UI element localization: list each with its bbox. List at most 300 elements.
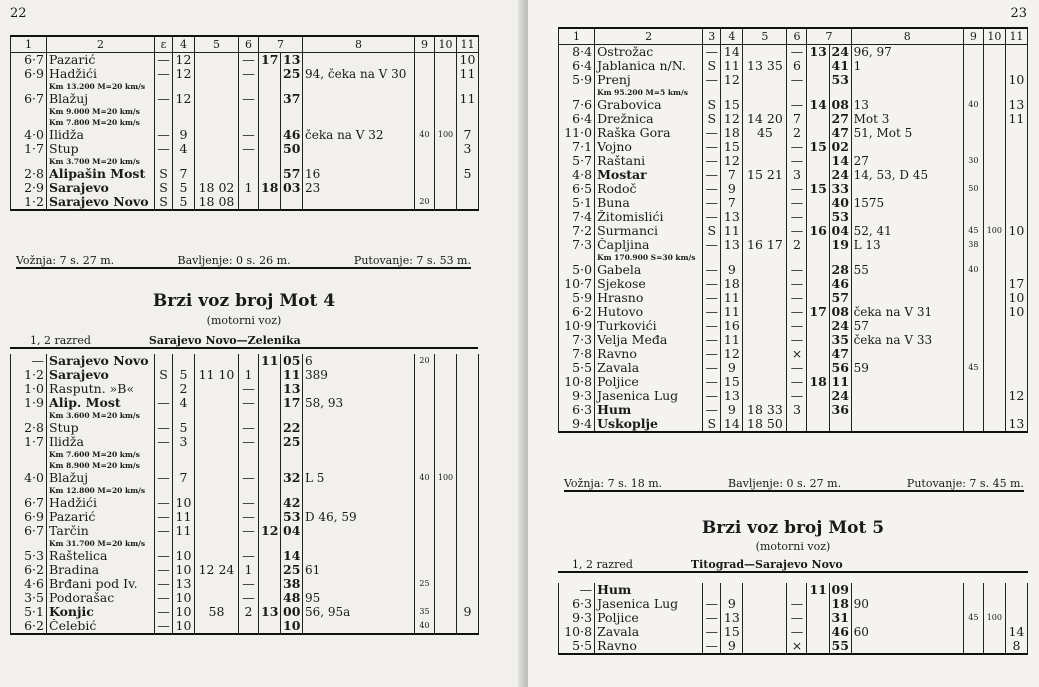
dwell-minutes: — [787,210,807,224]
col-9 [963,140,983,154]
speed-note-row [11,117,479,128]
departure-minute: 53 [829,210,851,224]
speed-note: Km 7.800 M=20 km/s [47,117,155,128]
departure-minute: 19 [829,238,851,252]
station-row [559,347,1028,361]
col-11: 3 [457,142,479,156]
station-name: Hadžići [47,496,155,510]
km-cell: 1·2 [11,368,47,382]
remarks: 96, 97 [851,45,963,60]
empty-cell [281,106,303,117]
departure-hour [807,389,829,403]
station-row [559,210,1028,224]
column-header: ε [155,36,173,53]
departure-minute: 57 [829,291,851,305]
run-minutes: 11 [173,510,195,524]
run-minutes: 4 [173,142,195,156]
arrival-time [743,277,787,291]
dwell-minutes: — [239,591,259,605]
stop-type: — [703,182,721,196]
col-10 [983,277,1005,291]
empty-cell [173,410,195,421]
empty-cell [415,81,435,92]
station-name: Pazarić [47,53,155,68]
remarks: 90 [851,597,963,611]
departure-hour [807,319,829,333]
run-minutes: 18 [721,277,743,291]
departure-hour [807,263,829,277]
arrival-time [195,67,239,81]
remarks [303,421,415,435]
empty-cell [259,485,281,496]
col-10 [983,319,1005,333]
departure-hour [807,625,829,639]
col-11 [457,549,479,563]
empty-cell [963,252,983,263]
col-9 [963,126,983,140]
col-11 [1005,403,1027,417]
departure-hour [807,126,829,140]
empty-cell [415,538,435,549]
col-9 [415,382,435,396]
stop-type: — [155,496,173,510]
col-9: 40 [415,471,435,485]
departure-minute: 47 [829,347,851,361]
empty-cell [259,81,281,92]
station-name: Jasenica Lug [595,597,703,611]
station-name: Ravno [595,639,703,654]
station-name: Grabovica [595,98,703,112]
col-10 [435,591,457,605]
col-10 [983,196,1005,210]
station-row [11,354,479,368]
col-9: 45 [963,224,983,238]
station-row [11,577,479,591]
dwell-minutes: 7 [787,112,807,126]
stop-type: — [703,196,721,210]
stop-type: — [703,140,721,154]
remarks [851,140,963,154]
arrival-time: 45 [743,126,787,140]
dwell-minutes: — [787,305,807,319]
empty-cell [983,87,1005,98]
run-minutes [173,354,195,368]
speed-note: Km 170.900 S=30 km/s [595,252,703,263]
km-cell: 6·7 [11,53,47,68]
run-minutes: 13 [721,611,743,625]
station-row [559,597,1028,611]
km-cell: 9·3 [559,611,595,625]
km-cell: 10·7 [559,277,595,291]
empty-cell [415,449,435,460]
remarks: 59 [851,361,963,375]
station-row [559,168,1028,182]
departure-hour: 15 [807,140,829,154]
col-9 [415,92,435,106]
km-cell: 7·4 [559,210,595,224]
km-cell [11,81,47,92]
dwell-minutes: — [239,577,259,591]
dwell-minutes: — [787,333,807,347]
station-name: Stup [47,142,155,156]
dwell-minutes: 3 [787,403,807,417]
dwell-minutes: — [239,128,259,142]
dwell-minutes [239,167,259,181]
col-9 [415,421,435,435]
remarks: 52, 41 [851,224,963,238]
station-row [559,611,1028,625]
arrival-time: 14 20 [743,112,787,126]
column-header: 10 [435,36,457,53]
remarks: 58, 93 [303,396,415,410]
arrival-time [743,639,787,654]
departure-minute [281,195,303,210]
col-10 [983,59,1005,73]
col-9 [415,549,435,563]
departure-minute: 50 [281,142,303,156]
km-cell: 6·4 [559,112,595,126]
remarks: čeka na V 32 [303,128,415,142]
arrival-time [743,98,787,112]
remarks: 27 [851,154,963,168]
empty-cell [457,81,479,92]
column-header: 2 [595,28,703,45]
col-9 [415,435,435,449]
col-10 [983,168,1005,182]
col-11: 8 [1005,639,1027,654]
station-row [11,496,479,510]
station-name: Surmanci [595,224,703,238]
dwell-minutes: — [787,196,807,210]
empty-cell [787,252,807,263]
arrival-time: 18 33 [743,403,787,417]
speed-note: Km 8.900 M=20 km/s [47,460,155,471]
station-row [559,305,1028,319]
dwell-minutes: 1 [239,563,259,577]
station-row [559,224,1028,238]
km-cell [559,252,595,263]
col-9 [415,563,435,577]
col-10 [983,361,1005,375]
empty-cell [173,106,195,117]
run-minutes: 10 [173,496,195,510]
station-row [559,98,1028,112]
departure-hour [807,417,829,432]
empty-cell [303,449,415,460]
departure-hour: 11 [807,583,829,597]
dwell-minutes: — [239,396,259,410]
remarks [851,291,963,305]
col-10 [983,597,1005,611]
station-row [11,128,479,142]
arrival-time [743,154,787,168]
col-10 [435,496,457,510]
stop-type: — [155,549,173,563]
station-row [11,563,479,577]
empty-cell [281,460,303,471]
departure-minute: 53 [281,510,303,524]
column-header: 1 [559,28,595,45]
station-name: Hutovo [595,305,703,319]
col-11: 10 [1005,305,1027,319]
station-name: Ostrožac [595,45,703,60]
km-cell [11,449,47,460]
col-11 [457,496,479,510]
departure-hour [807,196,829,210]
stop-type: — [703,375,721,389]
speed-note: Km 3.700 M=20 km/s [47,156,155,167]
col-10 [983,305,1005,319]
speed-note-row [11,449,479,460]
departure-hour [807,333,829,347]
col-11 [1005,319,1027,333]
col-9: 40 [415,128,435,142]
column-header: 5 [195,36,239,53]
col-11 [1005,597,1027,611]
km-cell: 7·6 [559,98,595,112]
col-9 [963,403,983,417]
col-10 [983,182,1005,196]
dwell-minutes: × [787,639,807,654]
stop-type [155,382,173,396]
arrival-time [195,435,239,449]
station-name: Stup [47,421,155,435]
col-10 [983,625,1005,639]
remarks [303,435,415,449]
empty-cell [239,485,259,496]
station-row [559,112,1028,126]
km-cell [559,87,595,98]
col-10 [983,154,1005,168]
departure-hour [807,277,829,291]
arrival-time: 18 08 [195,195,239,210]
station-name: Mostar [595,168,703,182]
stop-type: — [703,168,721,182]
station-name: Bradina [47,563,155,577]
col-10 [435,167,457,181]
run-minutes: 9 [721,597,743,611]
station-row [559,639,1028,654]
stop-type: — [155,92,173,106]
col-11 [1005,333,1027,347]
run-minutes: 10 [173,563,195,577]
dwell-minutes: — [239,53,259,68]
col-11 [1005,583,1027,597]
km-cell [11,106,47,117]
dwell-minutes: 2 [787,238,807,252]
col-9: 38 [963,238,983,252]
departure-minute: 25 [281,563,303,577]
departure-hour: 14 [807,98,829,112]
dwell-minutes [239,619,259,634]
station-row [11,591,479,605]
empty-cell [415,485,435,496]
km-cell: 6·2 [559,305,595,319]
empty-cell [435,117,457,128]
station-row [559,375,1028,389]
col-9 [963,375,983,389]
remarks [851,347,963,361]
col-10 [983,639,1005,654]
km-cell: 6·3 [559,597,595,611]
run-minutes: 5 [173,421,195,435]
station-row [559,263,1028,277]
col-9 [963,59,983,73]
run-minutes: 13 [173,577,195,591]
km-cell: 9·4 [559,417,595,432]
col-10 [435,67,457,81]
remarks [303,92,415,106]
station-name: Alipašin Most [47,167,155,181]
station-name: Velja Međa [595,333,703,347]
dwell-minutes: — [787,140,807,154]
departure-hour [259,67,281,81]
col-9: 50 [963,182,983,196]
departure-minute: 14 [829,154,851,168]
col-11: 13 [1005,417,1027,432]
col-9 [963,112,983,126]
col-10 [435,435,457,449]
dwell-minutes: 2 [787,126,807,140]
column-header: 8 [303,36,415,53]
remarks: 13 [851,98,963,112]
empty-cell [435,538,457,549]
empty-cell [173,460,195,471]
remarks [303,619,415,634]
arrival-time [743,140,787,154]
col-10 [983,417,1005,432]
departure-minute: 35 [829,333,851,347]
departure-minute: 13 [281,382,303,396]
run-minutes: 5 [173,181,195,195]
class-label: 1, 2 razred [30,334,91,347]
dwell-minutes: — [787,389,807,403]
station-row [11,524,479,538]
km-cell: 5·9 [559,73,595,87]
station-name: Čelebić [47,619,155,634]
col-11 [457,421,479,435]
stop-type: — [155,142,173,156]
station-name: Rodoč [595,182,703,196]
arrival-time [195,471,239,485]
departure-minute: 40 [829,196,851,210]
run-minutes: 7 [173,167,195,181]
station-row [559,417,1028,432]
empty-cell [457,538,479,549]
departure-minute: 48 [281,591,303,605]
departure-hour: 11 [259,354,281,368]
speed-note: Km 31.700 M=20 km/s [47,538,155,549]
km-cell: 6·7 [11,92,47,106]
col-10 [983,389,1005,403]
empty-cell [457,460,479,471]
column-header: 10 [983,28,1005,45]
speed-note: Km 3.600 M=20 km/s [47,410,155,421]
stop-type: — [155,435,173,449]
empty-cell [155,81,173,92]
departure-hour [807,291,829,305]
empty-cell [155,156,173,167]
run-minutes: 12 [173,92,195,106]
km-cell: 5·3 [11,549,47,563]
col-9 [963,639,983,654]
km-cell: 10·8 [559,375,595,389]
remarks [303,382,415,396]
km-cell: 4·0 [11,471,47,485]
col-10 [983,73,1005,87]
remarks: 95 [303,591,415,605]
arrival-time [743,291,787,305]
departure-minute: 57 [281,167,303,181]
remarks: L 5 [303,471,415,485]
remarks: 51, Mot 5 [851,126,963,140]
dwell-minutes: 6 [787,59,807,73]
remarks [303,524,415,538]
station-name: Zavala [595,361,703,375]
km-cell: 7·3 [559,333,595,347]
km-cell: 3·5 [11,591,47,605]
station-name: Hrasno [595,291,703,305]
col-11: 17 [1005,277,1027,291]
dwell-minutes: — [787,277,807,291]
departure-minute: 17 [281,396,303,410]
remarks: 56, 95a [303,605,415,619]
empty-cell [457,156,479,167]
stop-type: — [155,524,173,538]
col-11 [1005,611,1027,625]
dwell-minutes: — [787,291,807,305]
empty-cell [173,156,195,167]
empty-cell [195,460,239,471]
departure-hour [259,577,281,591]
station-name: Sarajevo Novo [47,354,155,368]
departure-minute: 08 [829,305,851,319]
stop-type: — [155,577,173,591]
station-name: Ilidža [47,128,155,142]
col-10 [435,563,457,577]
run-minutes: 7 [721,196,743,210]
empty-cell [435,410,457,421]
km-cell: 5·5 [559,361,595,375]
col-11 [457,563,479,577]
empty-cell [983,252,1005,263]
arrival-time: 18 02 [195,181,239,195]
col-11: 11 [457,92,479,106]
departure-minute: 42 [281,496,303,510]
arrival-time [743,611,787,625]
remarks: 16 [303,167,415,181]
station-name: Podorašac [47,591,155,605]
km-cell: 7·1 [559,140,595,154]
run-minutes: 15 [721,375,743,389]
remarks: 1 [851,59,963,73]
station-row [11,396,479,410]
arrival-time [743,73,787,87]
dwell-minutes: — [787,597,807,611]
col-9 [963,319,983,333]
empty-cell [155,117,173,128]
dwell-minutes: — [239,435,259,449]
run-minutes: 10 [173,605,195,619]
empty-cell [281,449,303,460]
km-cell: 1·2 [11,195,47,210]
run-minutes: 11 [173,524,195,538]
departure-hour [807,597,829,611]
station-row [559,403,1028,417]
empty-cell [457,485,479,496]
col-9: 40 [415,619,435,634]
run-minutes: 12 [721,112,743,126]
